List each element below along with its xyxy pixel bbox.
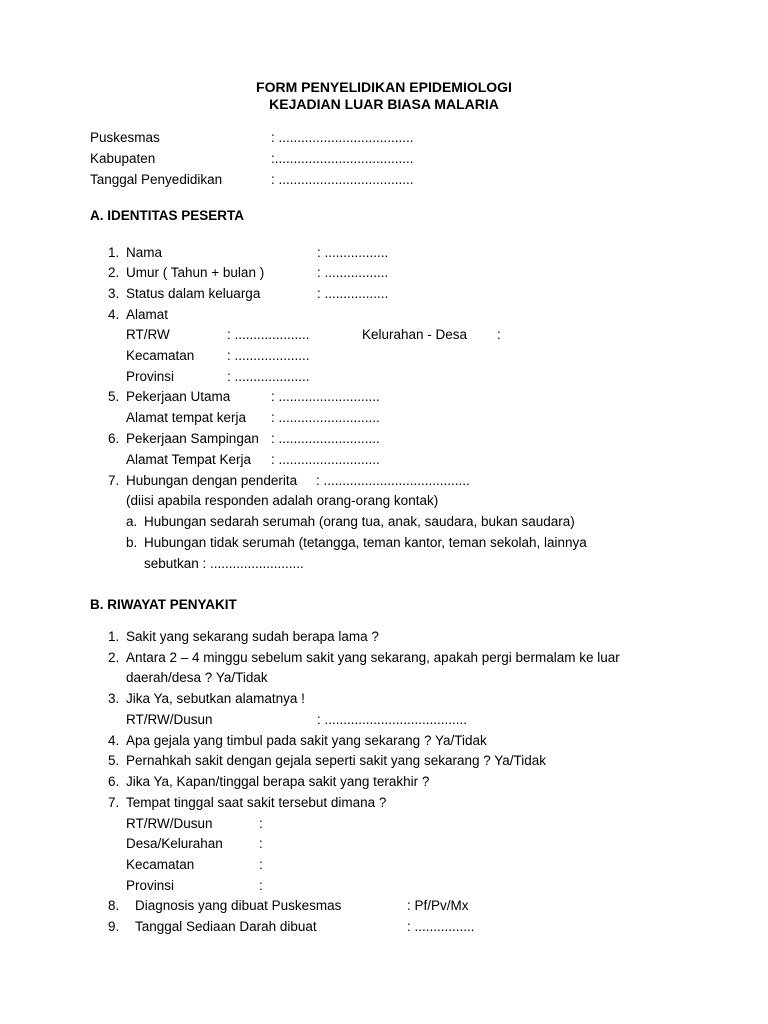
pekerjaan-sampingan-value: : ........................... (271, 431, 380, 446)
sebutkan-text: sebutkan : ......................... (144, 556, 304, 571)
kelurahan-value: : (497, 327, 501, 342)
sediaan-darah-value: : ................ (407, 919, 475, 934)
item-number: 6. (108, 431, 120, 446)
alamat-label: Alamat (126, 307, 169, 322)
item-number: 9. (108, 919, 120, 934)
item-number: 3. (108, 286, 120, 301)
question-text: Pernahkah sakit dengan gejala seperti sakit yang sekarang ? Ya/Tidak (126, 753, 547, 768)
item-number: 7. (108, 473, 120, 488)
rtrw-label: RT/RW (126, 327, 170, 342)
hubungan-sedarah-text: Hubungan sedarah serumah (orang tua, anak, saudara, bukan saudara) (144, 514, 575, 529)
form-title-line2: KEJADIAN LUAR BIASA MALARIA (269, 96, 499, 112)
alamat-tempat-kerja-value: : ........................... (271, 452, 380, 467)
rtrw-dusun-label: RT/RW/Dusun (126, 816, 213, 831)
section-a-heading: A. IDENTITAS PESERTA (90, 208, 245, 223)
item-number: 3. (108, 691, 120, 706)
question-continuation: daerah/desa ? Ya/Tidak (126, 670, 268, 685)
hubungan-note: (diisi apabila responden adalah orang-orang kontak) (126, 493, 439, 508)
diagnosis-value: : Pf/Pv/Mx (407, 898, 469, 913)
umur-label: Umur ( Tahun + bulan ) (126, 265, 265, 280)
question-text: Jika Ya, sebutkan alamatnya ! (126, 691, 305, 706)
status-label: Status dalam keluarga (126, 286, 261, 301)
alamat-kerja-label: Alamat tempat kerja (126, 410, 247, 425)
hubungan-value: : ....................................... (316, 473, 470, 488)
provinsi-colon: : (259, 878, 263, 893)
hubungan-tidak-serumah-text: Hubungan tidak serumah (tetangga, teman kantor, teman sekolah, lainnya (144, 535, 587, 550)
pekerjaan-sampingan-label: Pekerjaan Sampingan (126, 431, 259, 446)
provinsi-label: Provinsi (126, 878, 175, 893)
puskesmas-value: : .................................... (271, 130, 414, 145)
rtrw-dusun-colon: : (259, 816, 263, 831)
item-number: 2. (108, 265, 120, 280)
item-number: 5. (108, 389, 120, 404)
kabupaten-value: :..................................... (271, 151, 414, 166)
question-text: Tempat tinggal saat sakit tersebut dimana ? (126, 795, 387, 810)
kelurahan-label: Kelurahan - Desa (362, 327, 468, 342)
question-text: Jika Ya, Kapan/tinggal berapa sakit yang terakhir ? (126, 774, 430, 789)
item-number: 5. (108, 753, 120, 768)
diagnosis-label: Diagnosis yang dibuat Puskesmas (135, 898, 342, 913)
item-number: 1. (108, 245, 120, 260)
question-text: Apa gejala yang timbul pada sakit yang sekarang ? Ya/Tidak (126, 733, 487, 748)
item-letter: b. (126, 535, 138, 550)
kecamatan-value: : .................... (227, 348, 310, 363)
provinsi-value: : .................... (227, 369, 310, 384)
question-text: Antara 2 – 4 minggu sebelum sakit yang sekarang, apakah pergi bermalam ke luar (126, 650, 620, 665)
rtrw-dusun-value: : ...................................... (317, 712, 468, 727)
provinsi-label: Provinsi (126, 369, 175, 384)
status-value: : ................. (317, 286, 389, 301)
alamat-tempat-kerja-label: Alamat Tempat Kerja (126, 452, 252, 467)
tanggal-label: Tanggal Penyedidikan (90, 172, 223, 187)
item-number: 2. (108, 650, 120, 665)
pekerjaan-utama-value: : ........................... (271, 389, 380, 404)
rtrw-value: : .................... (227, 327, 310, 342)
desa-kelurahan-colon: : (259, 836, 263, 851)
item-number: 1. (108, 629, 120, 644)
item-number: 7. (108, 795, 120, 810)
pekerjaan-utama-label: Pekerjaan Utama (126, 389, 231, 404)
question-text: Sakit yang sekarang sudah berapa lama ? (126, 629, 379, 644)
kecamatan-label: Kecamatan (126, 857, 195, 872)
section-b-heading: B. RIWAYAT PENYAKIT (90, 597, 237, 612)
umur-value: : ................. (317, 265, 389, 280)
kecamatan-label: Kecamatan (126, 348, 195, 363)
kabupaten-label: Kabupaten (90, 151, 156, 166)
rtrw-dusun-label: RT/RW/Dusun (126, 712, 213, 727)
item-number: 8. (108, 898, 120, 913)
tanggal-value: : .................................... (271, 172, 414, 187)
item-number: 6. (108, 774, 120, 789)
hubungan-label: Hubungan dengan penderita (126, 473, 298, 488)
puskesmas-label: Puskesmas (90, 130, 160, 145)
alamat-kerja-value: : ........................... (271, 410, 380, 425)
item-number: 4. (108, 733, 120, 748)
item-letter: a. (126, 514, 138, 529)
nama-label: Nama (126, 245, 163, 260)
form-title-line1: FORM PENYELIDIKAN EPIDEMIOLOGI (256, 79, 512, 95)
nama-value: : ................. (317, 245, 389, 260)
sediaan-darah-label: Tanggal Sediaan Darah dibuat (135, 919, 317, 934)
item-number: 4. (108, 307, 120, 322)
kecamatan-colon: : (259, 857, 263, 872)
desa-kelurahan-label: Desa/Kelurahan (126, 836, 223, 851)
